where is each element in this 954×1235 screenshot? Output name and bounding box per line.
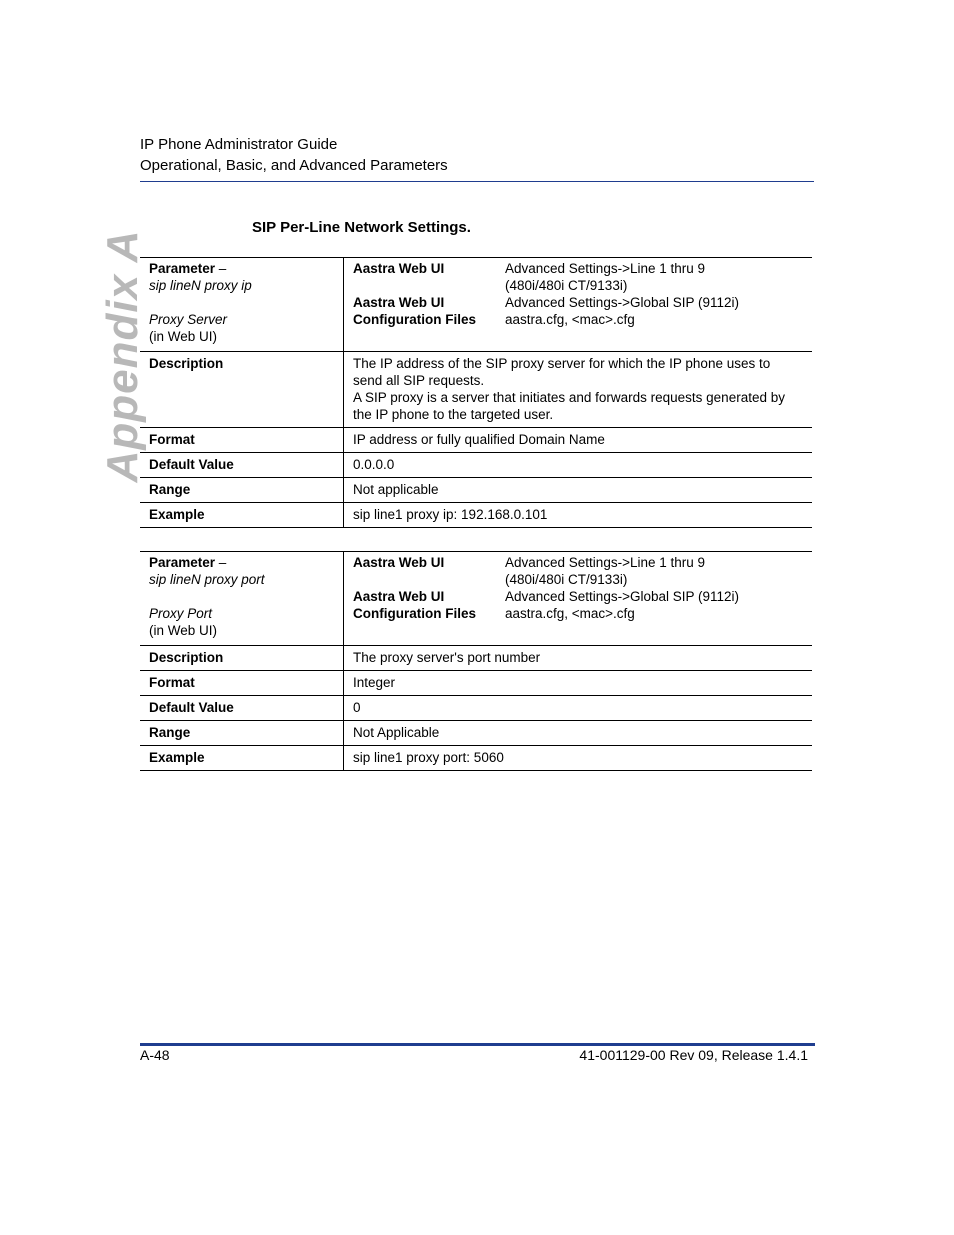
parameter-name: sip lineN proxy port bbox=[149, 572, 265, 587]
parameter-cell bbox=[140, 552, 344, 646]
parameter-table-proxy-ip bbox=[140, 257, 812, 528]
table-row bbox=[140, 746, 812, 771]
description-line: A SIP proxy is a server that initiates and forwards requests generated by bbox=[353, 390, 785, 405]
config-files-label: Configuration Files bbox=[353, 312, 476, 327]
web-ui-label: Aastra Web UI bbox=[353, 555, 445, 570]
row-value bbox=[344, 352, 813, 428]
web-ui-value-2: Advanced Settings->Global SIP (9112i) bbox=[505, 589, 740, 604]
row-value: Not Applicable bbox=[344, 721, 813, 746]
row-label: Range bbox=[140, 721, 344, 746]
config-files-label: Configuration Files bbox=[353, 606, 476, 621]
parameter-lead: Parameter bbox=[149, 555, 216, 570]
row-value: Integer bbox=[344, 671, 813, 696]
web-ui-value-models: (480i/480i CT/9133i) bbox=[505, 278, 628, 293]
table-row bbox=[140, 428, 812, 453]
header-title: IP Phone Administrator Guide bbox=[140, 136, 338, 153]
web-ui-label-2: Aastra Web UI bbox=[353, 589, 445, 604]
page-number: A-48 bbox=[140, 1047, 170, 1063]
location-cell bbox=[344, 258, 813, 352]
web-ui-value-2: Advanced Settings->Global SIP (9112i) bbox=[505, 295, 740, 310]
parameter-lead: Parameter bbox=[149, 261, 216, 276]
web-ui-value: Advanced Settings->Line 1 thru 9 bbox=[505, 261, 706, 276]
table-row bbox=[140, 721, 812, 746]
row-value: 0 bbox=[344, 696, 813, 721]
ui-name: Proxy Server bbox=[149, 312, 228, 327]
row-label: Format bbox=[140, 428, 344, 453]
table-row bbox=[140, 352, 812, 428]
row-value: The proxy server's port number bbox=[344, 646, 813, 671]
document-id: 41-001129-00 Rev 09, Release 1.4.1 bbox=[579, 1047, 808, 1063]
section-title: SIP Per-Line Network Settings. bbox=[252, 219, 471, 236]
appendix-side-tab-label: Appendix A bbox=[98, 229, 147, 483]
web-ui-label: Aastra Web UI bbox=[353, 261, 445, 276]
header-rule bbox=[140, 181, 814, 182]
config-files-value: aastra.cfg, <mac>.cfg bbox=[505, 312, 635, 327]
ui-name: Proxy Port bbox=[149, 606, 213, 621]
table-row bbox=[140, 552, 812, 646]
location-cell bbox=[344, 552, 813, 646]
row-label: Default Value bbox=[140, 453, 344, 478]
row-value: sip line1 proxy port: 5060 bbox=[344, 746, 813, 771]
table-row bbox=[140, 671, 812, 696]
web-ui-value: Advanced Settings->Line 1 thru 9 bbox=[505, 555, 706, 570]
parameter-dash: – bbox=[215, 261, 227, 276]
row-label: Default Value bbox=[140, 696, 344, 721]
ui-note: (in Web UI) bbox=[149, 329, 218, 344]
row-label: Example bbox=[140, 746, 344, 771]
table-row bbox=[140, 453, 812, 478]
row-label: Description bbox=[140, 352, 344, 428]
running-header bbox=[140, 134, 448, 176]
row-value: sip line1 proxy ip: 192.168.0.101 bbox=[344, 503, 813, 528]
row-label: Example bbox=[140, 503, 344, 528]
row-value: IP address or fully qualified Domain Name bbox=[344, 428, 813, 453]
description-line: send all SIP requests. bbox=[353, 373, 485, 388]
web-ui-value-models: (480i/480i CT/9133i) bbox=[505, 572, 628, 587]
table-row bbox=[140, 696, 812, 721]
parameter-table-proxy-port bbox=[140, 551, 812, 771]
row-label: Range bbox=[140, 478, 344, 503]
row-label: Format bbox=[140, 671, 344, 696]
parameter-cell bbox=[140, 258, 344, 352]
ui-note: (in Web UI) bbox=[149, 623, 218, 638]
row-label: Description bbox=[140, 646, 344, 671]
table-row bbox=[140, 258, 812, 352]
description-line: The IP address of the SIP proxy server for which the IP phone uses to bbox=[353, 356, 771, 371]
header-subtitle: Operational, Basic, and Advanced Parameters bbox=[140, 157, 448, 174]
table-row bbox=[140, 478, 812, 503]
web-ui-label-2: Aastra Web UI bbox=[353, 295, 445, 310]
row-value: 0.0.0.0 bbox=[344, 453, 813, 478]
table-row bbox=[140, 646, 812, 671]
description-line: the IP phone to the targeted user. bbox=[353, 407, 554, 422]
footer-rule bbox=[140, 1043, 815, 1046]
parameter-name: sip lineN proxy ip bbox=[149, 278, 252, 293]
config-files-value: aastra.cfg, <mac>.cfg bbox=[505, 606, 635, 621]
table-row bbox=[140, 503, 812, 528]
row-value: Not applicable bbox=[344, 478, 813, 503]
parameter-dash: – bbox=[215, 555, 227, 570]
